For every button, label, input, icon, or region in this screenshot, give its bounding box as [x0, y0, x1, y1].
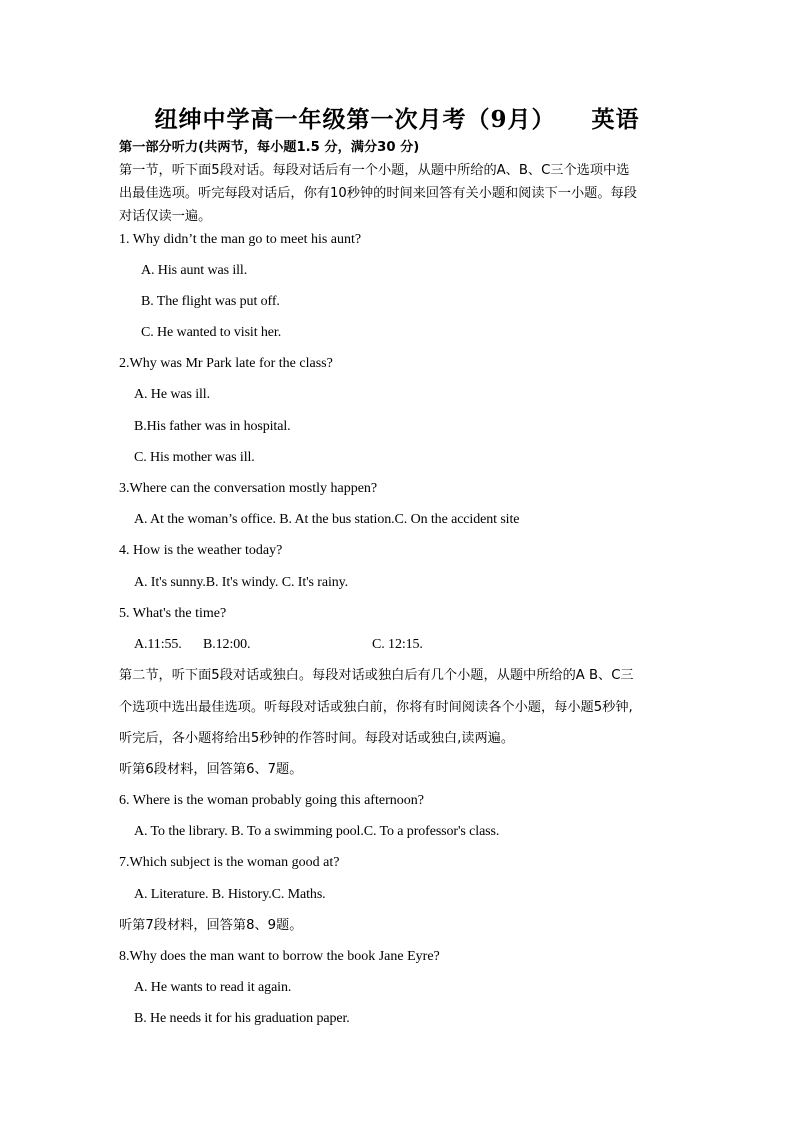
material-7-instruction: 听第7段材料，回答第8、9题。 — [119, 918, 303, 933]
q8-option-b: B. He needs it for his graduation paper. — [134, 1011, 350, 1026]
q4-options: A. It's sunny.B. It's windy. C. It's rainy. — [134, 575, 349, 590]
q1-option-a: A. His aunt was ill. — [141, 263, 248, 278]
question-2: 2.Why was Mr Park late for the class? — [119, 356, 333, 371]
title-main: 纽绅中学高一年级第一次月考（9月） — [154, 106, 556, 133]
question-5: 5. What's the time? — [119, 606, 227, 621]
q5-option-b: B.12:00. — [203, 637, 251, 652]
title-subject: 英语 — [591, 106, 640, 133]
page-title — [0, 101, 794, 134]
section1-intro-line: 对话仅读一遍。 — [119, 209, 212, 224]
question-4: 4. How is the weather today? — [119, 543, 283, 558]
section2-intro-line: 第二节，听下面5段对话或独白。每段对话或独白后有几个小题，从题中所给的A B、C三 — [119, 668, 634, 683]
q7-options: A. Literature. B. History.C. Maths. — [134, 887, 326, 902]
question-7: 7.Which subject is the woman good at? — [119, 855, 340, 870]
section2-intro-line: 个选项中选出最佳选项。听每段对话或独白前，你将有时间阅读各个小题，每小题5秒钟, — [119, 700, 633, 715]
question-6: 6. Where is the woman probably going this afternoon? — [119, 793, 424, 808]
q5-option-c: C. 12:15. — [372, 637, 423, 652]
q1-option-c: C. He wanted to visit her. — [141, 325, 282, 340]
q3-options: A. At the woman’s office. B. At the bus station.C. On the accident site — [134, 512, 520, 527]
question-1: 1. Why didn’t the man go to meet his aunt? — [119, 232, 362, 247]
q2-option-b: B.His father was in hospital. — [134, 419, 291, 434]
question-8: 8.Why does the man want to borrow the book Jane Eyre? — [119, 949, 440, 964]
q5-option-a: A.11:55. — [134, 637, 182, 652]
q8-option-a: A. He wants to read it again. — [134, 980, 292, 995]
q2-option-c: C. His mother was ill. — [134, 450, 255, 465]
q2-option-a: A. He was ill. — [134, 387, 210, 402]
material-6-instruction: 听第6段材料，回答第6、7题。 — [119, 762, 303, 777]
section1-intro-line: 第一节，听下面5段对话。每段对话后有一个小题，从题中所给的A、B、C三个选项中选 — [119, 163, 630, 178]
q1-option-b: B. The flight was put off. — [141, 294, 280, 309]
section2-intro-line: 听完后，各小题将给出5秒钟的作答时间。每段对话或独白,读两遍。 — [119, 731, 515, 746]
q6-options: A. To the library. B. To a swimming pool.C. To a professor's class. — [134, 824, 500, 839]
question-3: 3.Where can the conversation mostly happen? — [119, 481, 378, 496]
part1-header: 第一部分听力(共两节，每小题1.5 分，满分30 分) — [119, 140, 420, 155]
section1-intro-line: 出最佳选项。听完每段对话后，你有10秒钟的时间来回答有关小题和阅读下一小题。每段 — [119, 186, 637, 201]
